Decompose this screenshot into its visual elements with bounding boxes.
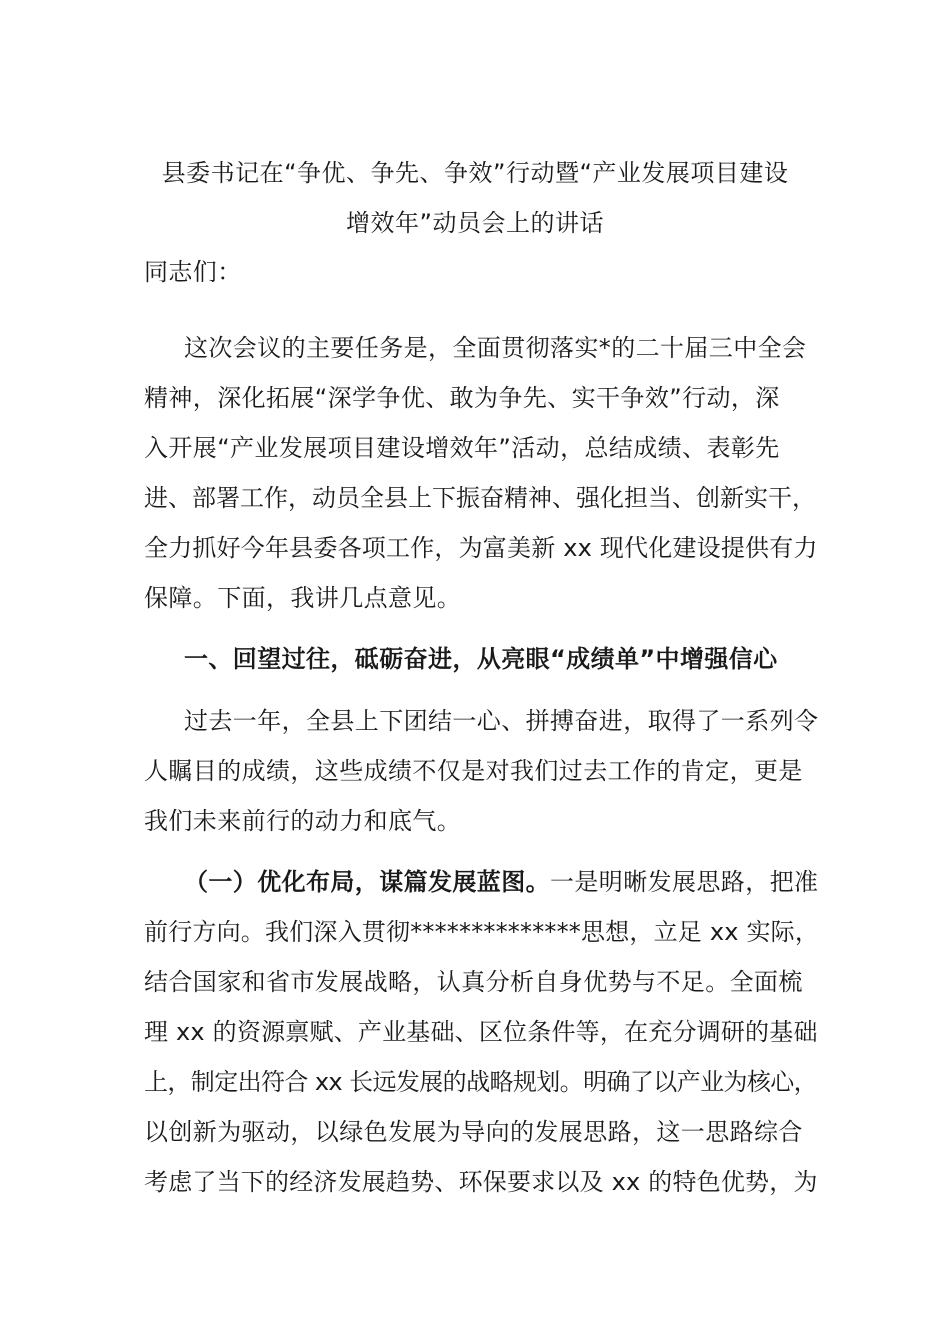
paragraph-line: 上，制定出符合 xx 长远发展的战略规划。明确了以产业为核心， [144, 1068, 818, 1096]
paragraph-line: 过去一年，全县上下团结一心、拼搏奋进，取得了一系列令 [184, 707, 819, 735]
paragraph-line: 这次会议的主要任务是，全面贯彻落实*的二十届三中全会 [184, 334, 807, 362]
subsection-text: 一是明晰发展思路，把准 [550, 868, 819, 896]
paragraph-line: 我们未来前行的动力和底气。 [144, 807, 462, 835]
paragraph-line: 进、部署工作，动员全县上下振奋精神、强化担当、创新实干， [144, 484, 816, 512]
salutation: 同志们： [144, 258, 242, 286]
paragraph-line: 人瞩目的成绩，这些成绩不仅是对我们过去工作的肯定，更是 [144, 757, 803, 785]
title-line: 增效年”动员会上的讲话 [346, 209, 604, 237]
title-line: 县委书记在“争优、争先、争效”行动暨“产业发展项目建设 [161, 159, 789, 187]
paragraph-line: 保障。下面，我讲几点意见。 [144, 584, 462, 612]
paragraph-line: 入开展“产业发展项目建设增效年”活动，总结成绩、表彰先 [144, 434, 780, 462]
section-heading: 一、回望过往，砥砺奋进，从亮眼“成绩单”中增强信心 [184, 645, 778, 673]
paragraph-line: 考虑了当下的经济发展趋势、环保要求以及 xx 的特色优势，为 [144, 1168, 818, 1196]
paragraph-line: 结合国家和省市发展战略，认真分析自身优势与不足。全面梳 [144, 968, 803, 996]
paragraph-line: 以创新为驱动，以绿色发展为导向的发展思路，这一思路综合 [144, 1118, 803, 1146]
document-title [140, 148, 810, 248]
paragraph-line: 精神，深化拓展“深学争优、敢为争先、实干争效”行动，深 [144, 384, 780, 412]
paragraph-line: 理 xx 的资源禀赋、产业基础、区位条件等，在充分调研的基础 [144, 1018, 818, 1046]
paragraph-line: 前行方向。我们深入贯彻**************思想，立足 xx 实际， [144, 918, 820, 946]
subsection-paragraph-first-line [184, 857, 818, 907]
paragraph-line: 全力抓好今年县委各项工作，为富美新 xx 现代化建设提供有力 [144, 534, 818, 562]
subsection-heading: （一）优化布局，谋篇发展蓝图。 [184, 868, 550, 896]
